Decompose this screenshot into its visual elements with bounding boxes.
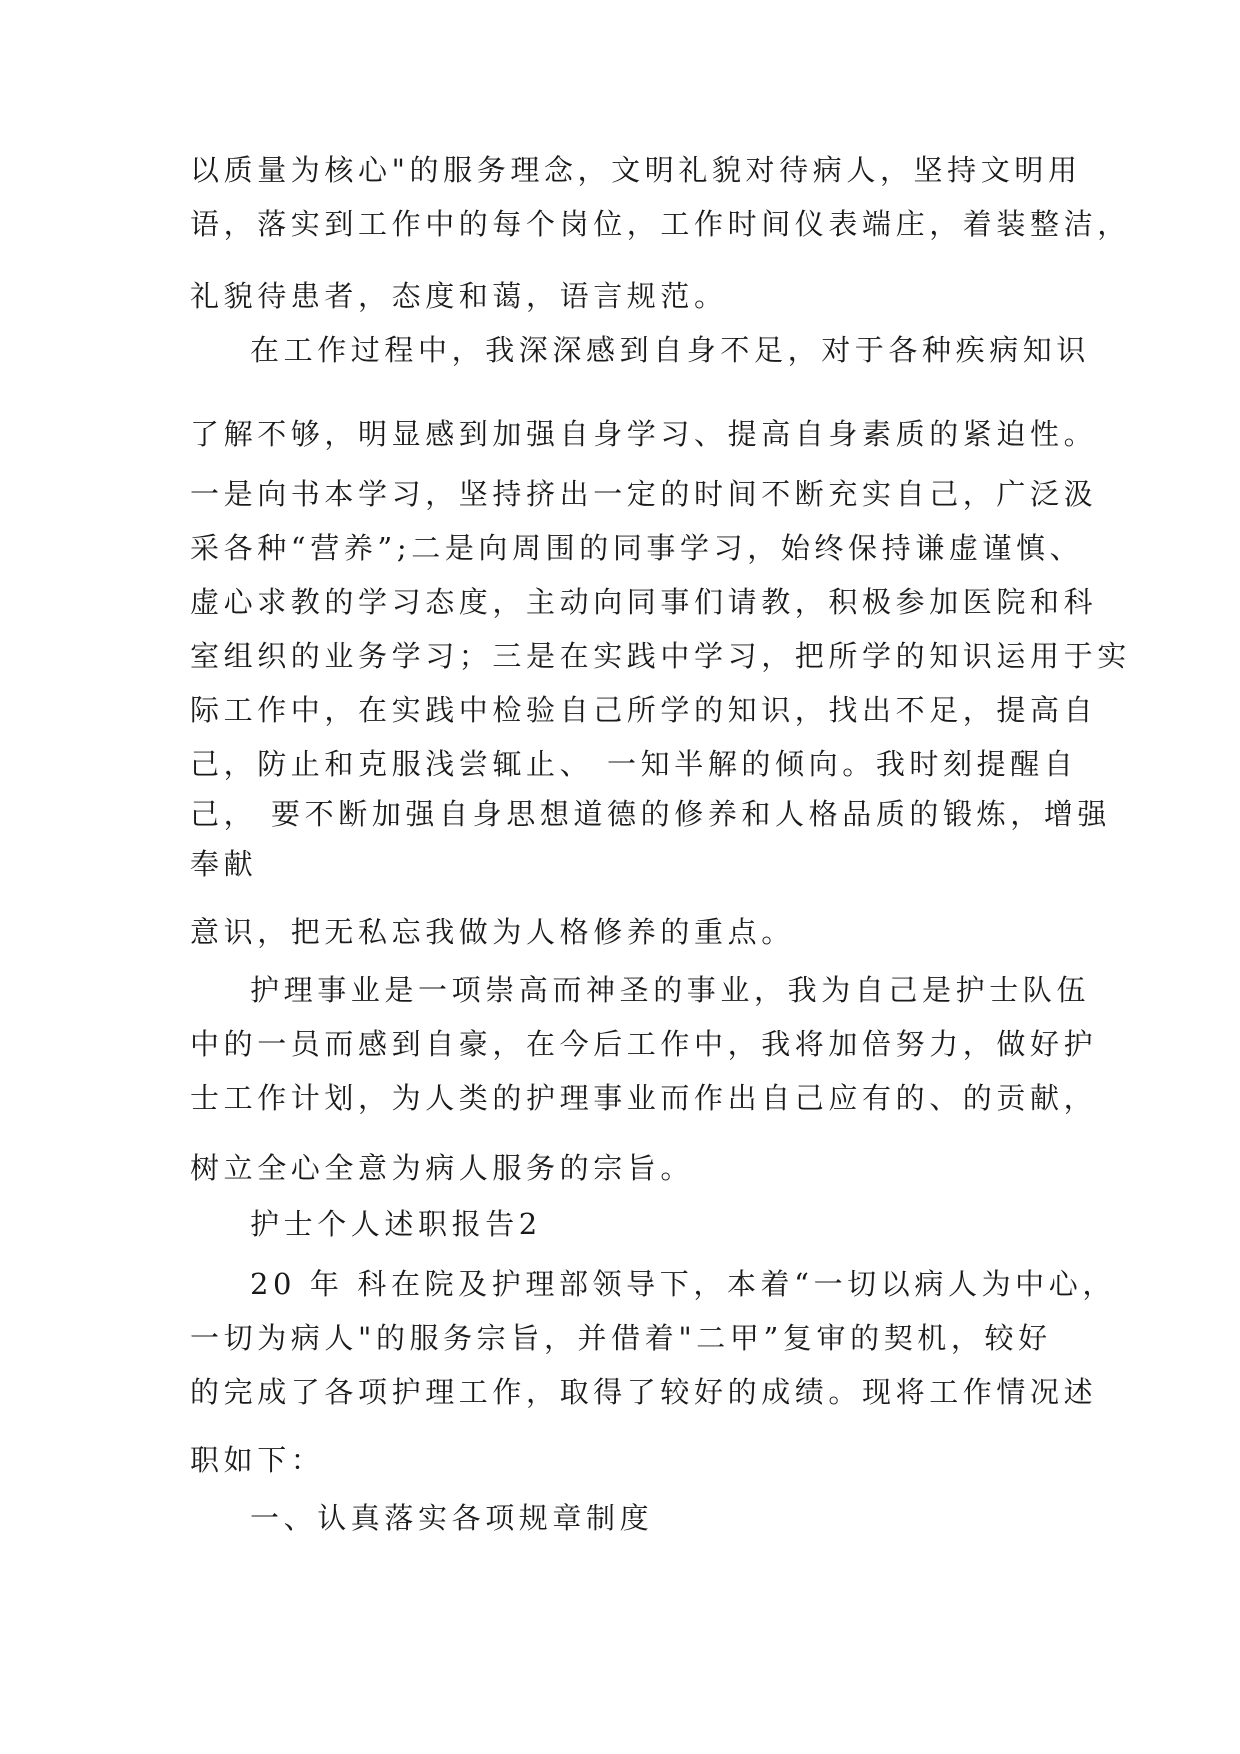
text-line: 室组织的业务学习；三是在实践中学习，把所学的知识运用于实: [190, 639, 1131, 673]
text-line: 礼貌待患者，态度和蔼，语言规范。: [190, 279, 728, 313]
text-line: 虚心求教的学习态度，主动向同事们请教，积极参加医院和科: [190, 585, 1098, 619]
text-line: 己，防止和克服浅尝辄止、 一知半解的倾向。我时刻提醒自: [190, 747, 1078, 781]
text-line: 奉献: [190, 847, 258, 881]
text-line: 以质量为核心"的服务理念，文明礼貌对待病人，坚持文明用: [190, 153, 1082, 187]
text-line: 的完成了各项护理工作，取得了较好的成绩。现将工作情况述: [190, 1375, 1098, 1409]
text-line: 采各种“营养”;二是向周围的同事学习，始终保持谦虚谨慎、: [190, 531, 1084, 565]
text-line: 中的一员而感到自豪，在今后工作中，我将加倍努力，做好护: [190, 1027, 1098, 1061]
paragraph-line: 20 年 科在院及护理部领导下，本着“一切以病人为中心，: [250, 1267, 1116, 1301]
text-line: 树立全心全意为病人服务的宗旨。: [190, 1151, 695, 1185]
text-line: 了解不够，明显感到加强自身学习、提高自身素质的紧迫性。: [190, 417, 1098, 451]
paragraph-line: 在工作过程中，我深深感到自身不足，对于各种疾病知识: [250, 333, 1091, 367]
text-line: 意识，把无私忘我做为人格修养的重点。: [190, 915, 795, 949]
text-line: 一切为病人"的服务宗旨，并借着"二甲”复审的契机，较好: [190, 1321, 1052, 1355]
text-line: 职如下：: [190, 1443, 325, 1477]
section-heading: 护士个人述职报告2: [250, 1207, 542, 1241]
text-line: 一是向书本学习，坚持挤出一定的时间不断充实自己，广泛汲: [190, 477, 1098, 511]
subsection-heading: 一、认真落实各项规章制度: [250, 1501, 654, 1535]
text-line: 己， 要不断加强自身思想道德的修养和人格品质的锻炼，增强: [190, 797, 1112, 831]
text-line: 际工作中，在实践中检验自己所学的知识，找出不足，提高自: [190, 693, 1098, 727]
paragraph-line: 护理事业是一项崇高而神圣的事业，我为自己是护士队伍: [250, 973, 1091, 1007]
text-line: 士工作计划，为人类的护理事业而作出自己应有的、的贡献，: [190, 1081, 1098, 1115]
text-line: 语，落实到工作中的每个岗位，工作时间仪表端庄，着装整洁，: [190, 207, 1131, 241]
